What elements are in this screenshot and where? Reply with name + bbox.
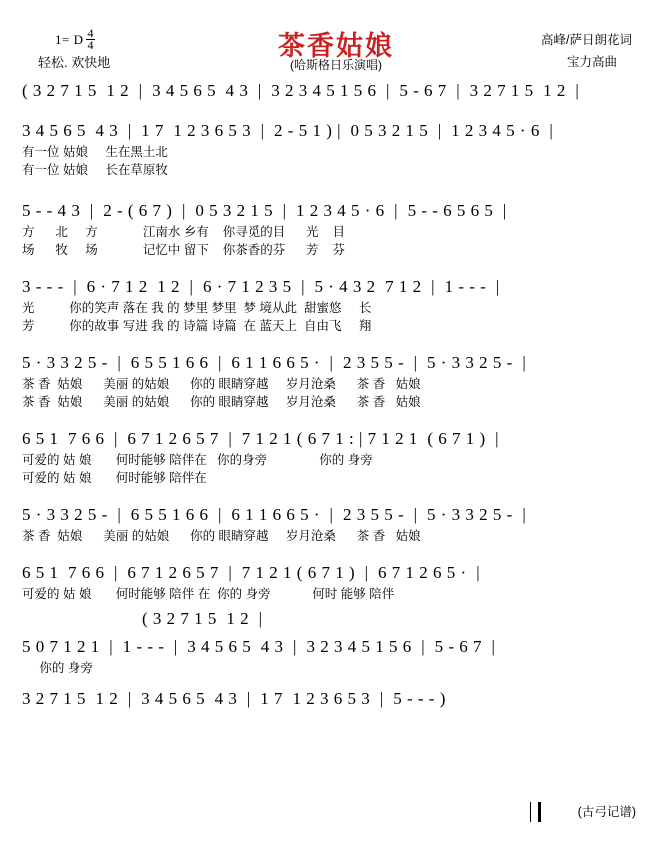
staff-notation: 3 2 7 1 5 1 2 | 3 4 5 6 5 4 3 | 1 7 1 2 3 6 5 3 | 5 - - - ) xyxy=(22,689,446,708)
lyric-verse-1: 你的 身旁 xyxy=(22,661,93,675)
music-system xyxy=(22,686,650,712)
system-spacer xyxy=(22,548,650,560)
staff-notation: 5 - - 4 3 | 2 - ( 6 7 ) | 0 5 3 2 1 5 | 1 2 3 4 5 · 6 | 5 - - 6 5 6 5 | xyxy=(22,201,507,220)
page-subtitle: (哈斯格日乐演唱) xyxy=(290,58,382,72)
staff-notation: 6 5 1 7 6 6 | 6 7 1 2 6 5 7 | 7 1 2 1 ( 6 7 1 : | 7 1 2 1 ( 6 7 1 ) | xyxy=(22,429,500,448)
lyric-verse-1: 茶 香 姑娘 美丽 的姑娘 你的 眼睛穿越 岁月沧桑 茶 香 姑娘 xyxy=(22,529,421,543)
music-system xyxy=(22,426,650,488)
music-system xyxy=(22,274,650,336)
music-system xyxy=(22,198,650,260)
page-title: 茶香姑娘 xyxy=(278,31,394,61)
score-body xyxy=(0,78,672,712)
lyric-verse-1: 光 你的笑声 落在 我 的 梦里 梦里 梦 境从此 甜蜜悠 长 xyxy=(22,301,372,315)
lyric-verse-1: 可爱的 姑 娘 何时能够 陪伴 在 你的 身旁 何时 能够 陪伴 xyxy=(22,587,395,601)
lyric-verse-2: 芳 你的故事 写进 我 的 诗篇 诗篇 在 蓝天上 自由飞 翔 xyxy=(22,319,372,333)
credit-lyricist: 高峰/萨日朗花词 xyxy=(541,33,632,47)
lyric-verse-1: 有一位 姑娘 生在黑土北 xyxy=(22,145,168,159)
system-spacer xyxy=(22,490,650,502)
staff-notation: 3 4 5 6 5 4 3 | 1 7 1 2 3 6 5 3 | 2 - 5 1 ) | 0 5 3 2 1 5 | 1 2 3 4 5 · 6 | xyxy=(22,121,554,140)
system-spacer xyxy=(22,262,650,274)
lyric-verse-2: 可爱的 姑 娘 何时能够 陪伴在 xyxy=(22,471,207,485)
time-signature-numerator: 4 xyxy=(87,26,94,40)
lyric-verse-2: 场 牧 场 记忆中 留下 你茶香的芬 芳 芬 xyxy=(22,243,345,257)
music-system xyxy=(22,634,650,678)
staff-notation: 5 0 7 1 2 1 | 1 - - - | 3 4 5 6 5 4 3 | 3 2 3 4 5 1 5 6 | 5 - 6 7 | xyxy=(22,637,496,656)
music-system xyxy=(22,78,650,104)
music-system-pickup xyxy=(22,606,650,632)
system-spacer xyxy=(22,106,650,118)
final-barline xyxy=(530,802,541,822)
music-system xyxy=(22,118,650,180)
lyric-verse-1: 方 北 方 江南水 乡有 你寻觅的目 光 目 xyxy=(22,225,345,239)
music-system xyxy=(22,502,650,546)
staff-notation: 5 · 3 3 2 5 - | 6 5 5 1 6 6 | 6 1 1 6 6 5 · | 2 3 5 5 - | 5 · 3 3 2 5 - | xyxy=(22,353,527,372)
lyric-verse-2: 有一位 姑娘 长在草原牧 xyxy=(22,163,168,177)
lyric-verse-1: 可爱的 姑 娘 何时能够 陪伴在 你的身旁 你的 身旁 xyxy=(22,453,373,467)
music-system xyxy=(22,350,650,412)
time-signature-denominator: 4 xyxy=(87,38,94,53)
credit-composer: 宝力高曲 xyxy=(566,55,617,69)
staff-notation: ( 3 2 7 1 5 1 2 | 3 4 5 6 5 4 3 | 3 2 3 4 5 1 5 6 | 5 - 6 7 | 3 2 7 1 5 1 2 | xyxy=(22,81,580,100)
staff-notation: ( 3 2 7 1 5 1 2 | xyxy=(142,609,263,628)
staff-notation: 3 - - - | 6 · 7 1 2 1 2 | 6 · 7 1 2 3 5 | 5 · 4 3 2 7 1 2 | 1 - - - | xyxy=(22,277,500,296)
score-header xyxy=(0,0,672,78)
key-signature-label: 1= D xyxy=(55,32,84,47)
system-spacer xyxy=(22,338,650,350)
staff-notation: 5 · 3 3 2 5 - | 6 5 5 1 6 6 | 6 1 1 6 6 5 · | 2 3 5 5 - | 5 · 3 3 2 5 - | xyxy=(22,505,527,524)
system-spacer xyxy=(22,414,650,426)
staff-notation: 6 5 1 7 6 6 | 6 7 1 2 6 5 7 | 7 1 2 1 ( 6 7 1 ) | 6 7 1 2 6 5 · | xyxy=(22,563,481,582)
tempo-marking: 轻松. 欢快地 xyxy=(38,55,111,70)
lyric-verse-1: 茶 香 姑娘 美丽 的姑娘 你的 眼睛穿越 岁月沧桑 茶 香 姑娘 xyxy=(22,377,421,391)
lyric-verse-2: 茶 香 姑娘 美丽 的姑娘 你的 眼睛穿越 岁月沧桑 茶 香 姑娘 xyxy=(22,395,421,409)
transcription-credit: (古弓记谱) xyxy=(577,805,636,819)
music-system xyxy=(22,560,650,604)
system-spacer xyxy=(22,182,650,198)
